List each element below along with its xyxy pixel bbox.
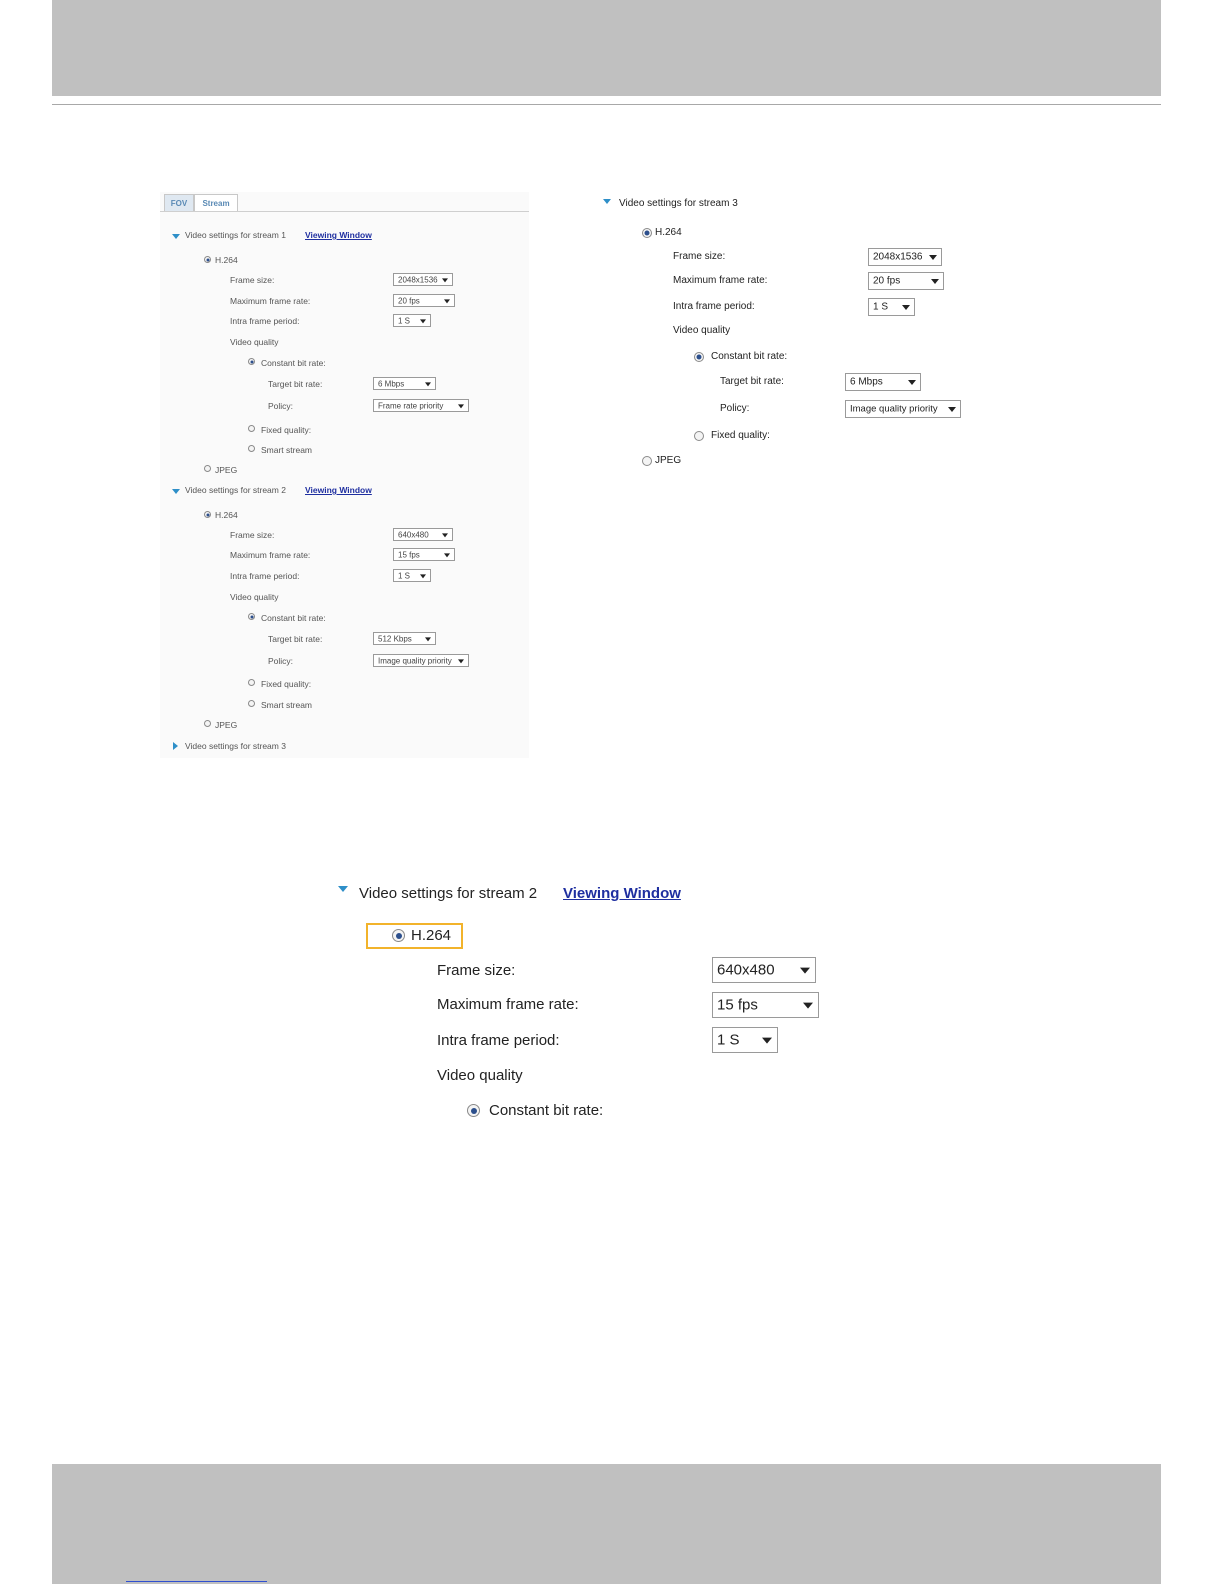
expand-triangle-icon[interactable] — [172, 234, 180, 239]
zoom-stream2-heading: Video settings for stream 2 — [359, 885, 538, 902]
zoom-h264-label: H.264 — [411, 927, 452, 944]
stream1-smart-radio[interactable] — [248, 445, 255, 452]
stream2-viewing-window-link[interactable]: Viewing Window — [305, 485, 372, 495]
stream2-smart-radio[interactable] — [248, 700, 255, 707]
select-value: 1 S — [398, 571, 411, 580]
stream1-viewing-window-link[interactable]: Viewing Window — [305, 230, 372, 240]
stream1-cbr-radio[interactable] — [248, 358, 255, 365]
stream1-fixed-radio[interactable] — [248, 425, 255, 432]
stream1-max-fps-label: Maximum frame rate: — [230, 296, 311, 306]
stream2-frame-size-label: Frame size: — [230, 530, 275, 540]
stream3-jpeg-label: JPEG — [655, 455, 682, 466]
stream3-h264-label: H.264 — [655, 227, 682, 238]
stream-settings-screenshot — [160, 192, 529, 758]
stream2-cbr-radio[interactable] — [248, 613, 255, 620]
page-footer-bar — [52, 1464, 1161, 1584]
tab-fov[interactable]: FOV — [164, 194, 194, 212]
stream3-heading: Video settings for stream 3 — [619, 198, 738, 209]
zoom-max-fps-select[interactable] — [712, 992, 819, 1018]
zoom-intra-select[interactable] — [712, 1027, 778, 1053]
chevron-down-icon — [420, 319, 426, 323]
stream2-quality-label: Video quality — [230, 592, 279, 602]
stream3-target-select[interactable] — [845, 373, 921, 391]
stream1-max-fps-select[interactable] — [393, 294, 455, 307]
tab-divider — [160, 211, 529, 212]
select-value: Image quality priority — [378, 656, 452, 665]
zoom-viewing-window-link[interactable]: Viewing Window — [563, 885, 681, 902]
chevron-down-icon — [458, 659, 464, 663]
collapsed-triangle-icon[interactable] — [173, 742, 178, 750]
stream2-max-fps-label: Maximum frame rate: — [230, 550, 311, 560]
stream1-h264-radio[interactable] — [204, 256, 211, 263]
zoom-frame-size-label: Frame size: — [437, 962, 516, 979]
header-divider — [52, 104, 1161, 105]
stream2-max-fps-select[interactable] — [393, 548, 455, 561]
select-value: 1 S — [873, 301, 889, 313]
zoom-quality-label: Video quality — [437, 1067, 523, 1084]
stream2-cbr-label: Constant bit rate: — [261, 613, 326, 623]
select-value: 15 fps — [398, 550, 420, 559]
stream3-target-label: Target bit rate: — [720, 376, 784, 387]
chevron-down-icon — [444, 553, 450, 557]
stream1-h264-label: H.264 — [215, 255, 238, 265]
stream2-jpeg-label: JPEG — [215, 720, 238, 730]
chevron-down-icon — [444, 299, 450, 303]
stream3-frame-size-select[interactable] — [868, 248, 942, 266]
chevron-down-icon — [762, 1038, 772, 1044]
chevron-down-icon — [902, 305, 910, 310]
chevron-down-icon — [948, 407, 956, 412]
zoom-max-fps-label: Maximum frame rate: — [437, 996, 579, 1013]
stream3-policy-select[interactable] — [845, 400, 961, 418]
expand-triangle-icon[interactable] — [603, 199, 611, 204]
stream2-intra-select[interactable] — [393, 569, 431, 582]
select-value: 2048x1536 — [398, 275, 438, 284]
select-value: 20 fps — [873, 275, 901, 287]
stream1-target-label: Target bit rate: — [268, 379, 323, 389]
stream3-jpeg-radio[interactable] — [642, 456, 652, 466]
page-header-bar — [52, 0, 1161, 96]
stream2-fixed-radio[interactable] — [248, 679, 255, 686]
stream3-heading-collapsed[interactable]: Video settings for stream 3 — [185, 741, 286, 751]
stream1-fixed-label: Fixed quality: — [261, 425, 312, 435]
stream2-target-select[interactable] — [373, 632, 436, 645]
select-value: 20 fps — [398, 296, 420, 305]
zoom-cbr-radio[interactable] — [467, 1104, 480, 1117]
zoom-h264-radio[interactable] — [392, 929, 405, 942]
stream1-jpeg-radio[interactable] — [204, 465, 211, 472]
select-value: 6 Mbps — [850, 376, 883, 388]
select-value: 15 fps — [717, 996, 758, 1014]
stream2-intra-label: Intra frame period: — [230, 571, 300, 581]
stream1-target-select[interactable] — [373, 377, 436, 390]
select-value: 512 Kbps — [378, 634, 412, 643]
stream3-settings-panel — [598, 192, 978, 482]
stream1-frame-size-label: Frame size: — [230, 275, 275, 285]
stream1-smart-label: Smart stream — [261, 445, 313, 455]
stream3-fixed-label: Fixed quality: — [711, 430, 770, 441]
chevron-down-icon — [442, 278, 448, 282]
stream3-cbr-label: Constant bit rate: — [711, 351, 788, 362]
stream3-intra-select[interactable] — [868, 298, 915, 316]
stream3-h264-radio[interactable] — [642, 228, 652, 238]
expand-triangle-icon[interactable] — [172, 489, 180, 494]
select-value: 2048x1536 — [873, 251, 923, 263]
select-value: Frame rate priority — [378, 401, 444, 410]
stream1-cbr-label: Constant bit rate: — [261, 358, 326, 368]
select-value: 640x480 — [398, 530, 429, 539]
stream3-quality-label: Video quality — [673, 325, 731, 336]
chevron-down-icon — [420, 574, 426, 578]
stream1-jpeg-label: JPEG — [215, 465, 238, 475]
stream2-policy-label: Policy: — [268, 656, 294, 666]
stream2-h264-label: H.264 — [215, 510, 238, 520]
stream3-max-fps-select[interactable] — [868, 272, 944, 290]
stream1-quality-label: Video quality — [230, 337, 279, 347]
chevron-down-icon — [931, 279, 939, 284]
chevron-down-icon — [803, 1003, 813, 1009]
chevron-down-icon — [929, 255, 937, 260]
tab-stream[interactable]: Stream — [194, 194, 238, 212]
stream2-fixed-label: Fixed quality: — [261, 679, 312, 689]
stream1-policy-select[interactable] — [373, 399, 469, 412]
stream2-heading: Video settings for stream 2 — [185, 485, 286, 495]
chevron-down-icon — [458, 404, 464, 408]
chevron-down-icon — [908, 380, 916, 385]
select-value: 1 S — [717, 1031, 740, 1049]
stream3-cbr-radio[interactable] — [694, 352, 704, 362]
chevron-down-icon — [425, 382, 431, 386]
stream3-frame-size-label: Frame size: — [673, 251, 726, 262]
stream1-heading: Video settings for stream 1 — [185, 230, 286, 240]
chevron-down-icon — [800, 968, 810, 974]
stream1-frame-size-select[interactable] — [393, 273, 453, 286]
expand-triangle-icon[interactable] — [338, 886, 348, 892]
stream3-intra-label: Intra frame period: — [673, 301, 755, 312]
zoom-frame-size-select[interactable] — [712, 957, 816, 983]
stream1-intra-select[interactable] — [393, 314, 431, 327]
stream3-policy-label: Policy: — [720, 403, 750, 414]
chevron-down-icon — [425, 637, 431, 641]
select-value: 640x480 — [717, 961, 775, 979]
zoom-cbr-label: Constant bit rate: — [489, 1102, 604, 1119]
stream3-max-fps-label: Maximum frame rate: — [673, 275, 768, 286]
stream2-frame-size-select[interactable] — [393, 528, 453, 541]
stream1-intra-label: Intra frame period: — [230, 316, 300, 326]
select-value: 6 Mbps — [378, 379, 405, 388]
select-value: 1 S — [398, 316, 411, 325]
select-value: Image quality priority — [850, 403, 938, 415]
stream2-policy-select[interactable] — [373, 654, 469, 667]
stream3-fixed-radio[interactable] — [694, 431, 704, 441]
stream2-smart-label: Smart stream — [261, 700, 313, 710]
stream2-target-label: Target bit rate: — [268, 634, 323, 644]
stream2-zoomed-panel — [330, 876, 850, 1126]
chevron-down-icon — [442, 533, 448, 537]
stream2-jpeg-radio[interactable] — [204, 720, 211, 727]
stream1-policy-label: Policy: — [268, 401, 294, 411]
stream2-h264-radio[interactable] — [204, 511, 211, 518]
zoom-intra-label: Intra frame period: — [437, 1032, 560, 1049]
footer-link-underline — [126, 1581, 267, 1582]
